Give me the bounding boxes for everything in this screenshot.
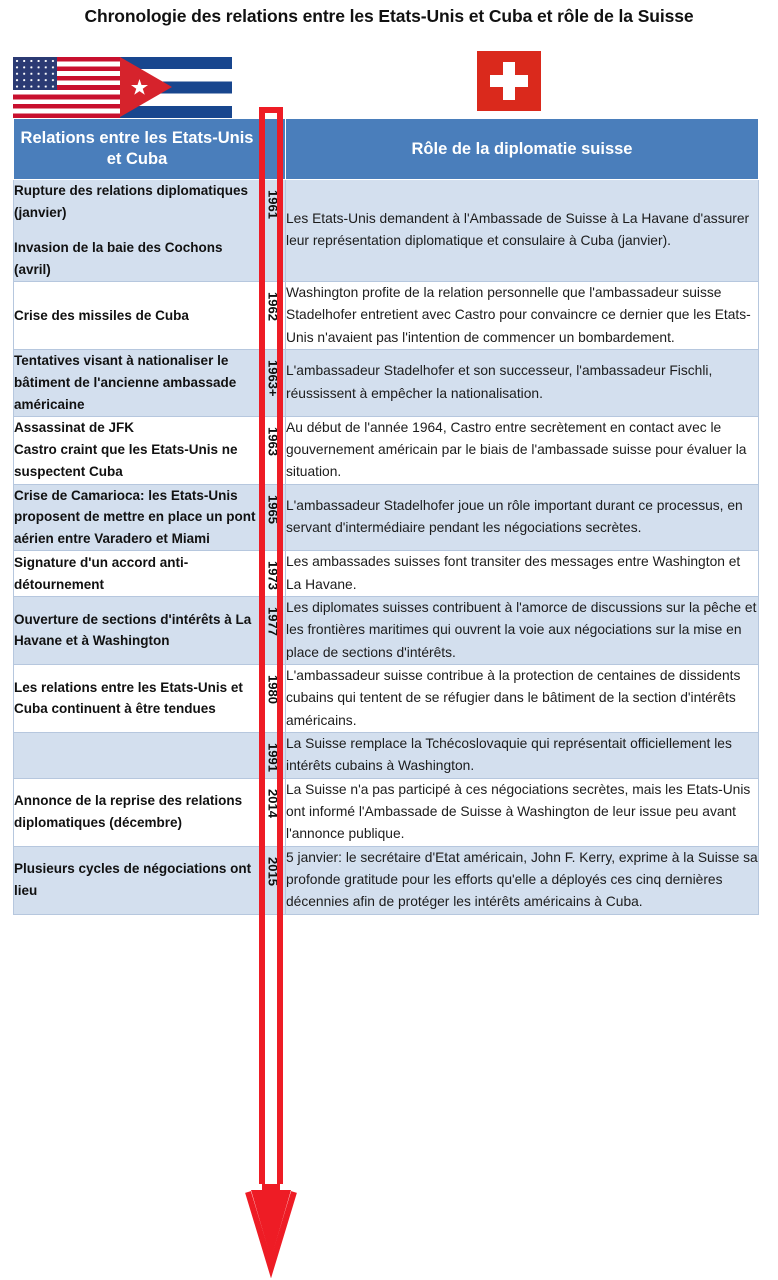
table-header-row bbox=[14, 119, 759, 180]
swiss-cross-horizontal bbox=[490, 75, 528, 87]
cell-year bbox=[261, 349, 286, 416]
cell-year bbox=[261, 551, 286, 597]
timeline-arrow-head bbox=[248, 1192, 294, 1268]
cell-swiss-role-2015: 5 janvier: le secrétaire d'Etat américain, John F. Kerry, exprime à la Suisse sa profonde gratitude pour les efforts qu'elle a déployés ces cinq dernières décennies afin de protéger les intérêts américains à Cuba. bbox=[286, 846, 759, 914]
cell-year bbox=[261, 846, 286, 914]
table-row bbox=[14, 281, 759, 349]
year-label: 1963 bbox=[265, 426, 281, 456]
table-row bbox=[14, 180, 759, 282]
cell-swiss-role-1962: Washington profite de la relation personnelle que l'ambassadeur suisse Stadelhofer entretient avec Castro pour convaincre ce dernier que les Etats-Unis n'avaient pas l'intention de commencer un bombardement. bbox=[286, 281, 759, 349]
cell-year bbox=[261, 732, 286, 778]
timeline-table bbox=[13, 118, 759, 915]
year-label: 1977 bbox=[265, 606, 281, 636]
cell-relations-2014: Annonce de la reprise des relations diplomatiques (décembre) bbox=[14, 778, 261, 846]
timeline-rows bbox=[14, 180, 759, 915]
cell-swiss-role-1963+: L'ambassadeur Stadelhofer et son successeur, l'ambassadeur Fischli, réussissent à empêcher la nationalisation. bbox=[286, 349, 759, 416]
cell-relations-1977: Ouverture de sections d'intérêts à La Havane et à Washington bbox=[14, 596, 261, 664]
table-row bbox=[14, 551, 759, 597]
cell-year bbox=[261, 778, 286, 846]
cell-relations-1991 bbox=[14, 732, 261, 778]
year-label: 1962 bbox=[265, 291, 281, 321]
table-row bbox=[14, 846, 759, 914]
cell-relations-1963+: Tentatives visant à nationaliser le bâtiment de l'ancienne ambassade américaine bbox=[14, 349, 261, 416]
cell-relations-1965: Crise de Camarioca: les Etats-Unis proposent de mettre en place un pont aérien entre Varadero et Miami bbox=[14, 484, 261, 551]
cell-swiss-role-2014: La Suisse n'a pas participé à ces négociations secrètes, mais les Etats-Unis ont informé l'Ambassade de Suisse à Washington de leur issue peu avant l'annonce publique. bbox=[286, 778, 759, 846]
table-row bbox=[14, 416, 759, 484]
year-label: 1963+ bbox=[265, 359, 281, 397]
table-row bbox=[14, 664, 759, 732]
cell-relations-1963: Assassinat de JFK Castro craint que les Etats-Unis ne suspectent Cuba bbox=[14, 416, 261, 484]
cuba-flag-icon bbox=[120, 57, 232, 118]
cell-relations-2015: Plusieurs cycles de négociations ont lieu bbox=[14, 846, 261, 914]
cell-year bbox=[261, 664, 286, 732]
cell-swiss-role-1977: Les diplomates suisses contribuent à l'amorce de discussions sur la pêche et les frontières maritimes qui ouvrent la voie aux négociations sur la mise en place de sections d'intérêts. bbox=[286, 596, 759, 664]
swiss-flag-icon bbox=[477, 51, 541, 111]
cell-year bbox=[261, 416, 286, 484]
us-flag-canton bbox=[13, 57, 57, 90]
cell-swiss-role-1963: Au début de l'année 1964, Castro entre secrètement en contact avec le gouvernement américain par le biais de l'ambassade suisse pour évaluer la situation. bbox=[286, 416, 759, 484]
year-label: 1961 bbox=[265, 190, 281, 219]
page-title: Chronologie des relations entre les Etats-Unis et Cuba et rôle de la Suisse bbox=[84, 6, 694, 26]
cell-year bbox=[261, 180, 286, 282]
cell-year bbox=[261, 484, 286, 551]
cell-swiss-role-1991: La Suisse remplace la Tchécoslovaquie qui représentait officiellement les intérêts cubains à Washington. bbox=[286, 732, 759, 778]
us-flag-icon bbox=[13, 57, 120, 118]
cell-relations-1962: Crise des missiles de Cuba bbox=[14, 281, 261, 349]
cell-relations-1973: Signature d'un accord anti-détournement bbox=[14, 551, 261, 597]
cuba-flag-triangle bbox=[120, 57, 172, 117]
cell-relations-1980: Les relations entre les Etats-Unis et Cuba continuent à être tendues bbox=[14, 664, 261, 732]
us-flag-stars bbox=[15, 59, 55, 88]
year-label: 2014 bbox=[265, 788, 281, 818]
timeline-arrow-head-fill bbox=[251, 1184, 291, 1259]
column-header-swiss-role: Rôle de la diplomatie suisse bbox=[286, 119, 759, 180]
column-header-year-spacer bbox=[261, 119, 286, 180]
year-label: 2015 bbox=[265, 856, 281, 886]
year-label: 1973 bbox=[265, 561, 281, 591]
column-header-relations: Relations entre les Etats-Unis et Cuba bbox=[14, 119, 261, 180]
table-row bbox=[14, 732, 759, 778]
cell-relations-1961: Rupture des relations diplomatiques (janvier) Invasion de la baie des Cochons (avril) bbox=[14, 180, 261, 282]
cell-swiss-role-1965: L'ambassadeur Stadelhofer joue un rôle important durant ce processus, en servant d'intermédiaire pendant les négociations secrètes. bbox=[286, 484, 759, 551]
cell-year bbox=[261, 596, 286, 664]
year-label: 1965 bbox=[265, 494, 281, 524]
cell-swiss-role-1973: Les ambassades suisses font transiter des messages entre Washington et La Havane. bbox=[286, 551, 759, 597]
table-row bbox=[14, 349, 759, 416]
cell-swiss-role-1961: Les Etats-Unis demandent à l'Ambassade de Suisse à La Havane d'assurer leur représentation diplomatique et consulaire à Cuba (janvier). bbox=[286, 180, 759, 282]
flags-us-cuba bbox=[13, 57, 233, 118]
table-row bbox=[14, 484, 759, 551]
cell-year bbox=[261, 281, 286, 349]
year-label: 1991 bbox=[265, 742, 281, 772]
table-row bbox=[14, 778, 759, 846]
table-row bbox=[14, 596, 759, 664]
year-label: 1980 bbox=[265, 674, 281, 704]
cell-swiss-role-1980: L'ambassadeur suisse contribue à la protection de centaines de dissidents cubains qui tentent de se réfugier dans le bâtiment de la section d'intérêts américains. bbox=[286, 664, 759, 732]
